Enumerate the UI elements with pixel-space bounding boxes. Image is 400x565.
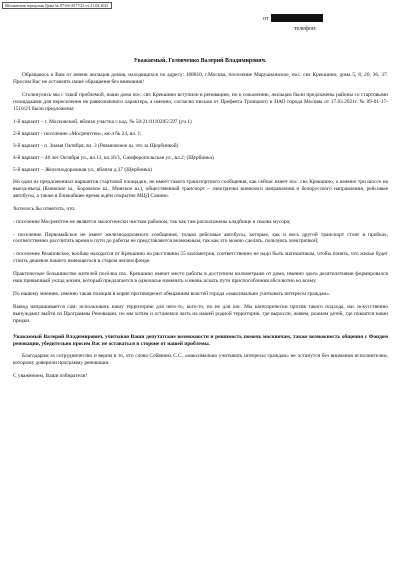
from-line: [263, 14, 323, 23]
opinion-paragraph: По нашему мнению, именно такая позиция в корне противоречит обещаниям властей города «максимально учитывать интересы граждан».: [13, 290, 331, 297]
variant-item: 4-й вариант – 40 лет Октября ул., вл.12, вл.16/1, Симферопольская ул., вл.2; (Щербинка): [13, 154, 214, 161]
note-intro: Хотелось бы отметить, что:: [13, 205, 76, 212]
transport-paragraph: Ни один из предложенных вариантов стартовой площадки, не имеет такого транспортного сообщения, как сейчас имеет пос. свх Крекшино, а именно три шоссе на выезд-въезд (Киевское ш., Боровское ш., Минское ш.), общественный транспорт – электрички киевского направления и белорусского направления, рейсовые автобусы, а также в ближайшее время ждём открытие МЦД Санино.: [13, 179, 388, 199]
phone-line: телефон:: [294, 26, 317, 32]
registration-stamp: Московская городская Дума № 07-04-4377/21 от 21.04.2021: [2, 2, 112, 9]
note-mosrentgen: - поселение Мосрентген не является экологически чистым районом, так как там расположены кладбище и свалка мусора;: [13, 218, 291, 225]
problem-paragraph: Столкнулись мы с такой проблемой, наши дома пос. свх Крекшино вступили в реновацию, но к сожалению, жильцам были предложены районы со стартовыми площадками для переселения не равнозначного характера, а именно, согласно письма от Префекта Троицкого и НАО города Москвы от 17.03.2021г. № 09-01-17-1510/21 были предложены:: [13, 91, 388, 112]
request-paragraph: Уважаемый Валерий Владимирович, учитывая Ваши депутатские возможности и решимость помочь москвичам, также возможность общения с Фондом реновации, убедительно просим Вас не оставаться в стороне от нашей проблемы.: [13, 333, 388, 347]
variant-item: 3-й вариант - п. Знамя Октября, вл. 3 (Рязановское ш. это за Щербинкой): [13, 142, 179, 149]
redaction-block: [271, 14, 323, 22]
from-label: от: [263, 16, 269, 22]
thanks-paragraph: Благодарим за сотрудничество и верим в то, что слова Собянина С.С. «максимально учитывать интересы граждан» не останутся без внимания исполнителем, которому доверили программу реновации.: [13, 353, 388, 367]
greeting-heading: Уважаемый, Головченко Валерий Владимирович.: [133, 58, 267, 64]
signoff-line: С уважением, Ваши избиратели!: [13, 373, 88, 380]
conclusion-paragraph: Вывод напрашивается сам: использовать нашу территорию для чего-то, кого-то, но не для нас. Мы категорически против такого подхода, нас искусственно вынуждают выйти из Программы Реновации, но мы хотим и останемся жить на нашей родной территории, где выросли, живем, рожаем детей, где покоятся наши предки.: [13, 303, 388, 324]
variants-list: [13, 119, 388, 174]
letter-body: [13, 72, 388, 386]
note-pervomayskoe: - поселение Первомайское не имеет железнодорожного сообщения, только рейсовые автобусы, которые, как и весь другой транспорт стоят в пробках, соответственно рассчитать время в пути до работы не представляется возможным, так как это можно сделать, пользуясь электричкой;: [13, 231, 388, 245]
majority-paragraph: Практическое большинство жителей посёлка свх. Крекшино имеют место работы в доступном километраже от дома, именно здесь десятилетиями формировался наш привычный уклад жизни, который предлагается в одночасье изменить и вновь искать пути приспособления абсолютно ко всему.: [13, 271, 388, 285]
note-ryazanovskoe: - поселение Рязановское, вообще находится от Крекшино на расстоянии 55 километров, соответственно не надо быть математиком, чтобы понять, что жилье будет стоить дешевле нашего имеющегося в старом жилом фонде.: [13, 251, 388, 265]
variant-item: 1-й вариант – г. Московский, вблизи участка с кад. № 50:21:0110205:597 (уч.1): [13, 118, 192, 125]
variant-item: 2-й вариант - поселение «Мосрентген», кв-л № 24, вл. 1;: [13, 130, 142, 137]
variant-item: 5-й вариант – Железнодорожная ул., вблизи д.37 (Щербинка): [13, 166, 152, 173]
intro-paragraph: Обращаюсь к Вам от имени жильцов домов, находящихся по адресу: 108810, г.Москва, поселение Марушкинское, пос. свх Крекшино, дома 5, 8, 20, 36, 37. Просим Вас не оставлять наше обращение без внимания!: [13, 72, 388, 85]
